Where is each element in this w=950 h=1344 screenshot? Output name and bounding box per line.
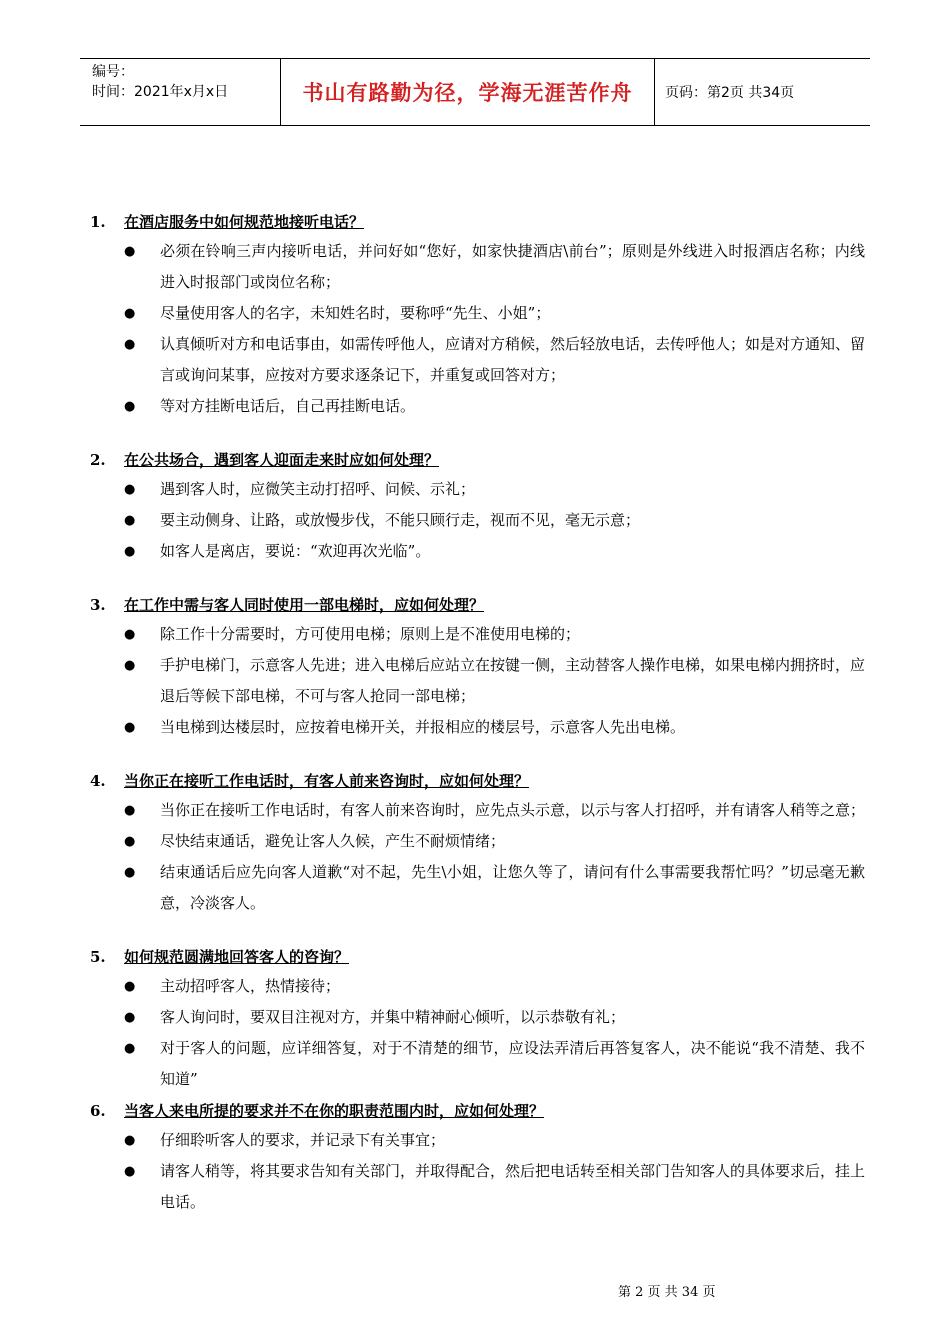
question-heading <box>90 208 865 236</box>
list-item <box>90 391 865 422</box>
list-item-text: 认真倾听对方和电话事由，如需传呼他人，应请对方稍候，然后轻放电话，去传呼他人；如是对方通知、留言或询问某事，应按对方要求逐条记下，并重复或回答对方； <box>160 335 866 384</box>
list-item <box>90 505 865 536</box>
question-heading <box>90 1097 865 1125</box>
list-item-text: 等对方挂断电话后，自己再挂断电话。 <box>160 397 416 415</box>
question-text: 当你正在接听工作电话时，有客人前来咨询时，应如何处理？ <box>124 772 530 790</box>
bullet-icon: ● <box>124 834 136 849</box>
list-item-text: 结束通话后应先向客人道歉“对不起，先生\小姐，让您久等了，请问有什么事需要我帮忙吗？”切忌毫无歉意，冷淡客人。 <box>160 863 865 912</box>
question-number: 5. <box>90 948 106 966</box>
answer-list <box>90 1125 865 1218</box>
question-number: 1. <box>90 213 106 231</box>
list-item <box>90 826 865 857</box>
qa-section <box>90 767 865 919</box>
question-text: 当客人来电所提的要求并不在你的职责范围内时，应如何处理？ <box>124 1102 545 1120</box>
question-text: 在公共场合，遇到客人迎面走来时应如何处理？ <box>124 451 440 469</box>
qa-section <box>90 591 865 743</box>
bullet-icon: ● <box>124 337 136 352</box>
list-item <box>90 1125 865 1156</box>
list-item-text: 当你正在接听工作电话时，有客人前来咨询时，应先点头示意，以示与客人打招呼，并有请客人稍等之意； <box>160 801 866 819</box>
bullet-icon: ● <box>124 306 136 321</box>
list-item <box>90 712 865 743</box>
bullet-icon: ● <box>124 244 136 259</box>
header-meta <box>80 59 281 125</box>
list-item <box>90 474 865 505</box>
bullet-icon: ● <box>124 1010 136 1025</box>
bullet-icon: ● <box>124 399 136 414</box>
document-body <box>90 208 865 1242</box>
bullet-icon: ● <box>124 482 136 497</box>
list-item <box>90 650 865 712</box>
question-heading <box>90 591 865 619</box>
list-item <box>90 857 865 919</box>
list-item <box>90 1033 865 1095</box>
list-item-text: 手护电梯门，示意客人先进；进入电梯后应站立在按键一侧，主动替客人操作电梯，如果电梯内拥挤时，应退后等候下部电梯，不可与客人抢同一部电梯； <box>160 656 866 705</box>
document-number-label: 编号： <box>92 64 134 80</box>
answer-list <box>90 795 865 919</box>
list-item-text: 除工作十分需要时，方可使用电梯；原则上是不准使用电梯的； <box>160 625 581 643</box>
qa-section <box>90 943 865 1095</box>
bullet-icon: ● <box>124 1133 136 1148</box>
bullet-icon: ● <box>124 627 136 642</box>
question-number: 4. <box>90 772 106 790</box>
list-item-text: 尽量使用客人的名字，未知姓名时，要称呼“先生、小姐”； <box>160 304 551 322</box>
list-item-text: 遇到客人时，应微笑主动打招呼、问候、示礼； <box>160 480 476 498</box>
question-heading <box>90 943 865 971</box>
header-motto: 书山有路勤为径，学海无涯苦作舟 <box>281 59 655 125</box>
list-item-text: 尽快结束通话，避免让客人久候，产生不耐烦情绪； <box>160 832 506 850</box>
list-item <box>90 236 865 298</box>
list-item <box>90 536 865 567</box>
list-item-text: 客人询问时，要双目注视对方，并集中精神耐心倾听，以示恭敬有礼； <box>160 1008 626 1026</box>
question-heading <box>90 767 865 795</box>
question-number: 3. <box>90 596 106 614</box>
list-item-text: 必须在铃响三声内接听电话，并问好如“您好，如家快捷酒店\前台”；原则是外线进入时报酒店名称；内线进入时报部门或岗位名称； <box>160 242 865 291</box>
list-item <box>90 795 865 826</box>
bullet-icon: ● <box>124 1041 136 1056</box>
footer-page-number: 第 2 页 共 34 页 <box>618 1285 716 1300</box>
list-item-text: 请客人稍等，将其要求告知有关部门，并取得配合，然后把电话转至相关部门告知客人的具体要求后，挂上电话。 <box>160 1162 866 1211</box>
bullet-icon: ● <box>124 865 136 880</box>
list-item-text: 当电梯到达楼层时，应按着电梯开关，并报相应的楼层号，示意客人先出电梯。 <box>160 718 686 736</box>
list-item-text: 如客人是离店，要说：“欢迎再次光临”。 <box>160 542 431 560</box>
answer-list <box>90 474 865 567</box>
answer-list <box>90 971 865 1095</box>
answer-list <box>90 619 865 743</box>
list-item-text: 对于客人的问题，应详细答复，对于不清楚的细节，应设法弄清后再答复客人，决不能说“我不清楚、我不知道” <box>160 1039 865 1088</box>
bullet-icon: ● <box>124 803 136 818</box>
answer-list <box>90 236 865 422</box>
question-number: 6. <box>90 1102 106 1120</box>
document-time-label: 时间：2021年x月x日 <box>92 84 229 100</box>
list-item-text: 要主动侧身、让路，或放慢步伐，不能只顾行走，视而不见，毫无示意； <box>160 511 641 529</box>
page-header <box>80 58 870 126</box>
header-page-number: 页码：第2页 共34页 <box>665 85 795 101</box>
list-item-text: 仔细聆听客人的要求，并记录下有关事宜； <box>160 1131 446 1149</box>
question-text: 在工作中需与客人同时使用一部电梯时，应如何处理？ <box>124 596 485 614</box>
list-item <box>90 971 865 1002</box>
bullet-icon: ● <box>124 1164 136 1179</box>
qa-section <box>90 446 865 567</box>
list-item-text: 主动招呼客人，热情接待； <box>160 977 341 995</box>
bullet-icon: ● <box>124 544 136 559</box>
qa-section <box>90 208 865 422</box>
bullet-icon: ● <box>124 979 136 994</box>
list-item <box>90 619 865 650</box>
bullet-icon: ● <box>124 513 136 528</box>
list-item <box>90 329 865 391</box>
question-text: 在酒店服务中如何规范地接听电话？ <box>124 213 365 231</box>
question-text: 如何规范圆满地回答客人的咨询？ <box>124 948 350 966</box>
question-heading <box>90 446 865 474</box>
list-item <box>90 1156 865 1218</box>
list-item <box>90 298 865 329</box>
qa-section <box>90 1097 865 1218</box>
question-number: 2. <box>90 451 106 469</box>
bullet-icon: ● <box>124 658 136 673</box>
list-item <box>90 1002 865 1033</box>
bullet-icon: ● <box>124 720 136 735</box>
